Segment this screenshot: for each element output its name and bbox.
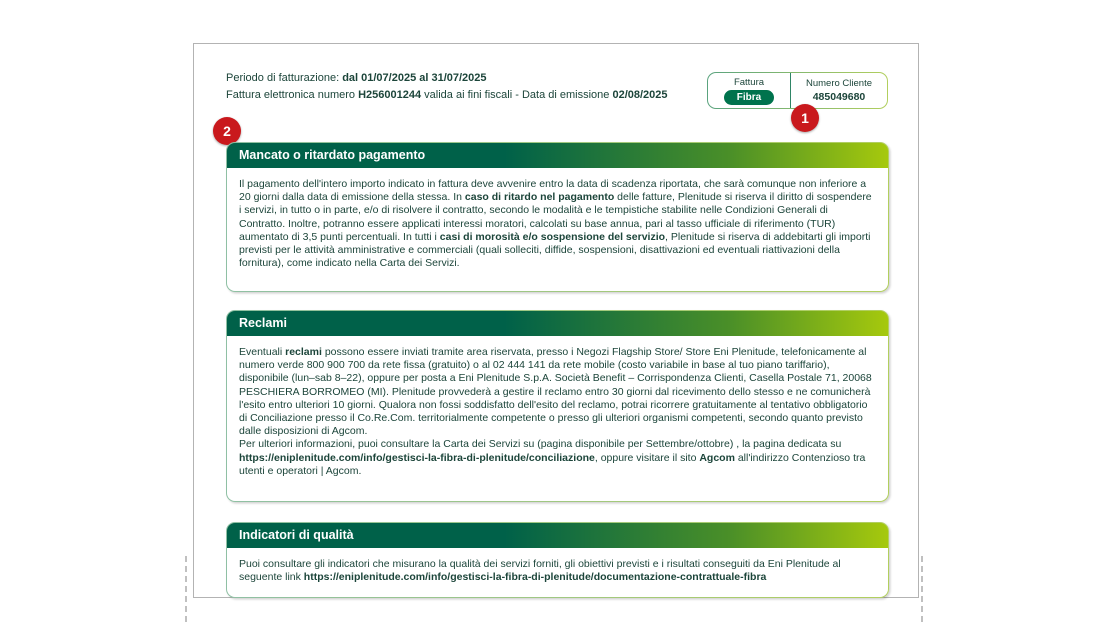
customer-number-label: Numero Cliente [806, 78, 872, 89]
section-reclami-body [227, 336, 888, 501]
billing-period-line: Periodo di fatturazione: dal 01/07/2025 al 31/07/2025 [226, 72, 487, 84]
fibra-badge: Fibra [724, 90, 774, 105]
billing-period-header [226, 70, 696, 104]
invoice-info-box-inner [708, 73, 887, 108]
section-indicatori-qualita-body [227, 548, 888, 597]
page-cut-mark-right [921, 556, 923, 622]
annotation-marker-1: 1 [791, 104, 819, 132]
invoice-info-box [707, 72, 888, 109]
paragraph: Per ulteriori informazioni, puoi consultare la Carta dei Servizi su (pagina disponibile per Settembre/ottobre) , la pagina dedicata su https://eniplenitude.com/info/gestisci-la-fibra-di-plenitude/conciliazione, oppure visitare il sito Agcom all'indirizzo Contenzioso tra utenti e operatori | Agcom. [239, 438, 866, 477]
customer-number-cell [791, 73, 887, 108]
paragraph: Il pagamento dell'intero importo indicato in fattura deve avvenire entro la data di scadenza riportata, che sarà comunque non inferiore a 20 giorni dalla data di emissione della stessa. In caso di ritardo nel pagamento delle fatture, Plenitude si riserva il diritto di sospendere i servizi, in tutto o in parte, e/o di risolvere il contratto, secondo le modalità e le tempistiche stabilite nelle Condizioni Generali di Contratto. Inoltre, potranno essere applicati interessi moratori, calcolati su base annua, pari al tasso ufficiale di riferimento (TUR) aumentato di 3,5 punti percentuali. In tutti i casi di morosità e/o sospensione del servizio, Plenitude si riserva di addebitarti gli importi previsti per le attività amministrative e commerciali (quali solleciti, diffide, sospensioni, disattivazioni ed eventuali riattivazioni della fornitura), come indicato nella Carta dei Servizi. [239, 178, 872, 270]
section-indicatori-qualita [226, 522, 889, 598]
page-cut-mark-left [185, 556, 187, 622]
section-indicatori-qualita-title: Indicatori di qualità [227, 523, 888, 548]
invoice-number-line: Fattura elettronica numero H256001244 valida ai fini fiscali - Data di emissione 02/08/2025 [226, 89, 668, 101]
paragraph: Eventuali reclami possono essere inviati tramite area riservata, presso i Negozi Flagship Store/ Store Eni Plenitude, telefonicamente al numero verde 800 900 700 da rete fissa (gratuito) o al 02 444 141 da rete mobile (costo variabile in base al tuo piano tariffario), disponibile (lun–sab 8–22), oppure per posta a Eni Plenitude S.p.A. Società Benefit – Corrispondenza Clienti, Casella Postale 71, 20068 PESCHIERA BORROMEO (MI). Plenitude provvederà a gestire il reclamo entro 30 giorni dal ricevimento dello stesso e ne comunicherà l'esito entro ulteriori 10 giorni. Qualora non fossi soddisfatto dell'esito del reclamo, potrai ricorrere gratuitamente al tentativo obbligatorio di Conciliazione presso il Co.Re.Com. territorialmente competente o presso gli ulteriori organismi competenti, secondo quanto previsto dalle disposizioni di Agcom. [239, 346, 872, 438]
paragraph: Puoi consultare gli indicatori che misurano la qualità dei servizi forniti, gli obiettivi previsti e i risultati conseguiti da Eni Plenitude al seguente link https://eniplenitude.com/info/gestisci-la-fibra-di-plenitude/documentazione-contrattuale-fibra [239, 558, 841, 584]
section-reclami [226, 310, 889, 502]
section-mancato-pagamento-title: Mancato o ritardato pagamento [227, 143, 888, 168]
invoice-type-cell [708, 73, 791, 108]
customer-number-value: 485049680 [812, 91, 866, 103]
annotation-marker-2: 2 [213, 117, 241, 145]
section-mancato-pagamento [226, 142, 889, 292]
section-reclami-title: Reclami [227, 311, 888, 336]
section-mancato-pagamento-body [227, 168, 888, 291]
invoice-type-label: Fattura [733, 76, 765, 88]
invoice-page [193, 43, 919, 598]
